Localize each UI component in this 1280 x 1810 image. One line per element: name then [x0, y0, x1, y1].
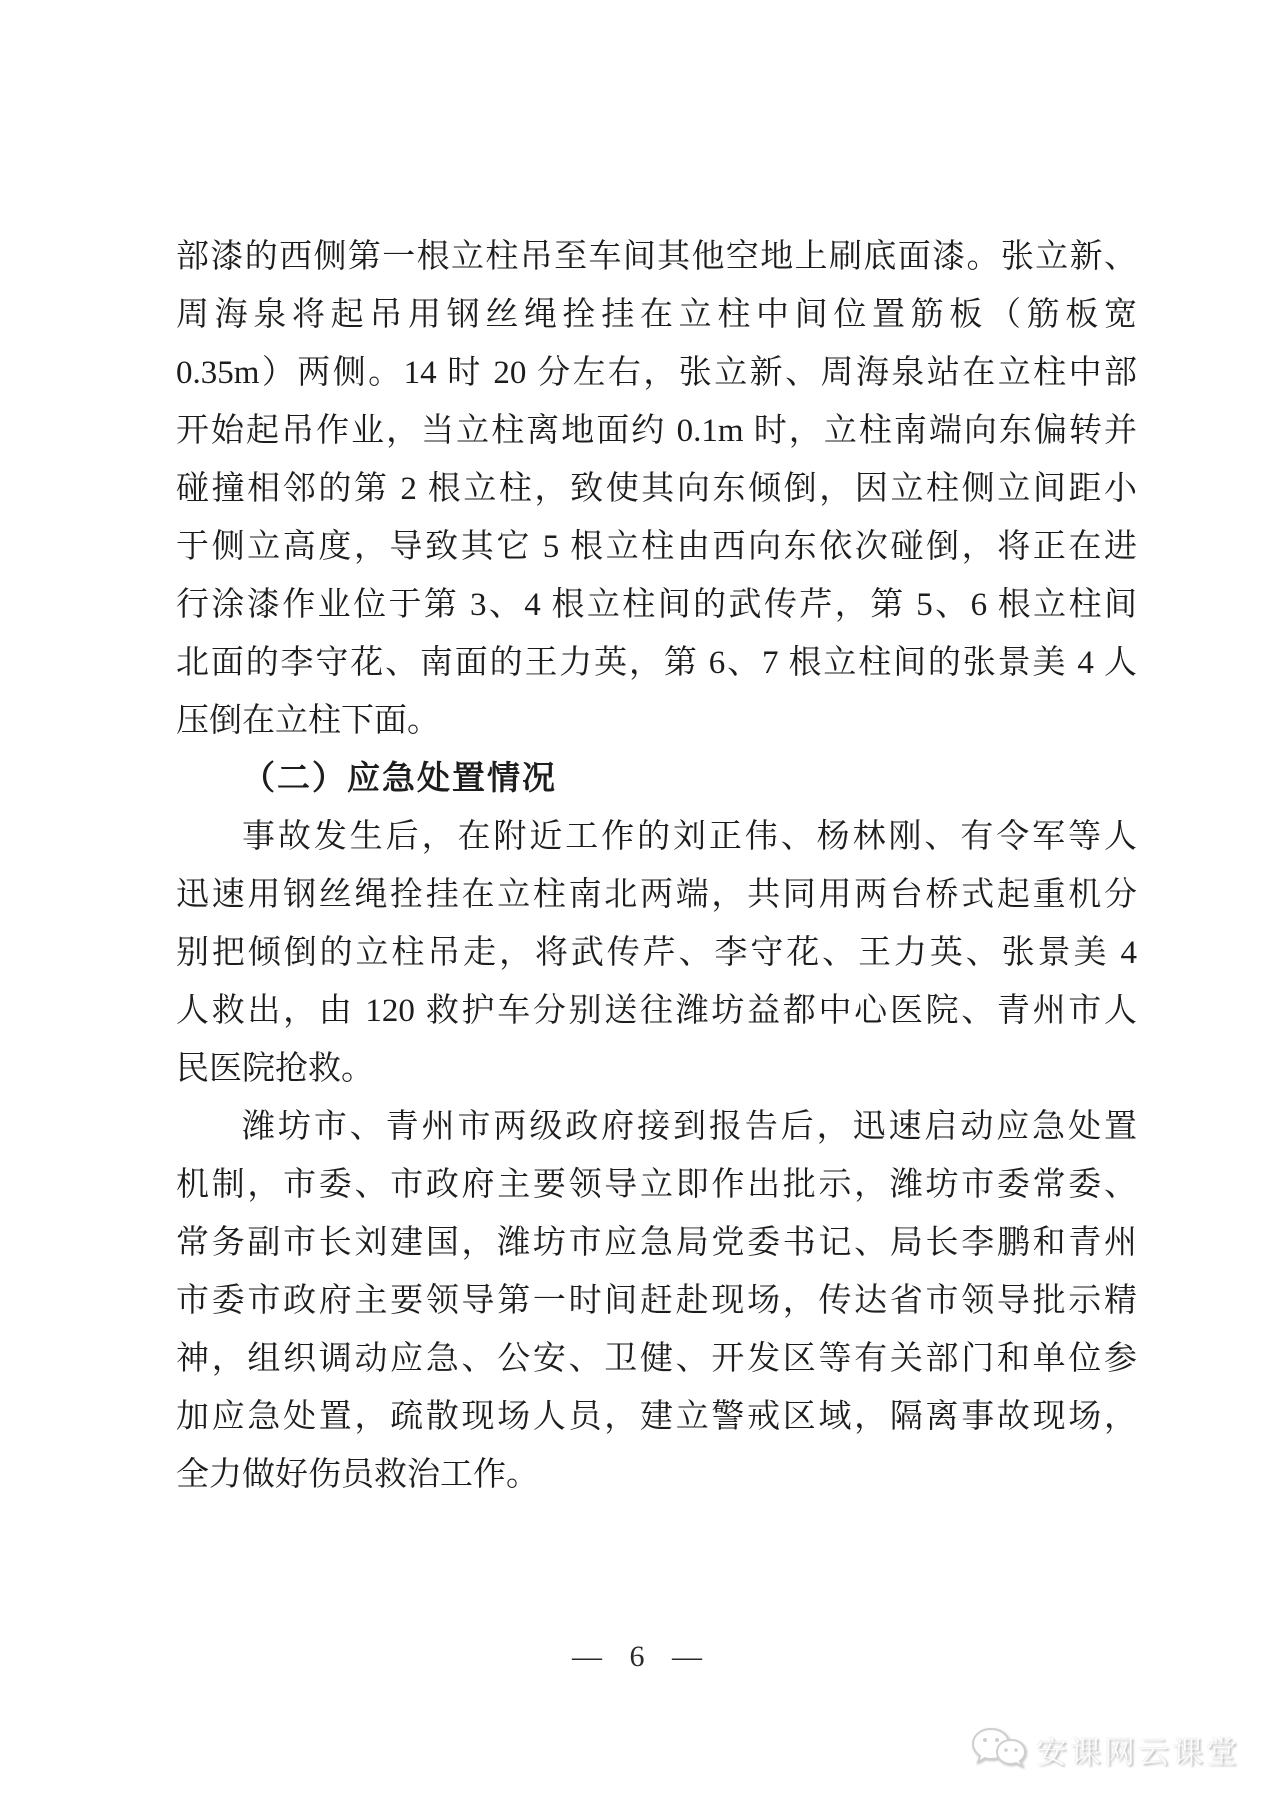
paragraph — [176, 808, 1137, 1098]
watermark — [970, 1726, 1240, 1772]
paragraph — [176, 228, 1137, 750]
text-line: 事故发生后，在附近工作的刘正伟、杨林刚、有令军等人 — [242, 819, 1137, 855]
text-line: 压倒在立柱下面。 — [176, 703, 440, 739]
page-number: — 6 — — [572, 1640, 708, 1673]
paragraph — [176, 1098, 1137, 1504]
text-line: 加应急处置，疏散现场人员，建立警戒区域，隔离事故现场， — [176, 1399, 1137, 1435]
text-line: 周海泉将起吊用钢丝绳拴挂在立柱中间位置筋板（筋板宽 — [176, 297, 1137, 333]
text-line: （二）应急处置情况 — [242, 761, 557, 797]
text-line: 机制，市委、市政府主要领导立即作出批示，潍坊市委常委、 — [176, 1167, 1137, 1203]
text-line: 北面的李守花、南面的王力英，第 6、7 根立柱间的张景美 4 人 — [176, 645, 1137, 681]
watermark-label: 安课网云课堂 — [1036, 1734, 1240, 1770]
text-line: 潍坊市、青州市两级政府接到报告后，迅速启动应急处置 — [242, 1109, 1137, 1145]
text-line: 部漆的西侧第一根立柱吊至车间其他空地上刷底面漆。张立新、 — [176, 239, 1137, 275]
text-line: 民医院抢救。 — [176, 1051, 374, 1087]
page-footer — [0, 1640, 1280, 1674]
text-line: 开始起吊作业，当立柱离地面约 0.1m 时，立柱南端向东偏转并 — [176, 413, 1137, 449]
text-line: 全力做好伤员救治工作。 — [176, 1457, 539, 1493]
text-line: 别把倾倒的立柱吊走，将武传芹、李守花、王力英、张景美 4 — [176, 935, 1137, 971]
text-line: 行涂漆作业位于第 3、4 根立柱间的武传芹，第 5、6 根立柱间 — [176, 587, 1137, 623]
section-heading — [176, 750, 1137, 808]
document-body — [176, 228, 1137, 1504]
text-line: 常务副市长刘建国，潍坊市应急局党委书记、局长李鹏和青州 — [176, 1225, 1137, 1261]
text-line: 迅速用钢丝绳拴挂在立柱南北两端，共同用两台桥式起重机分 — [176, 877, 1137, 913]
text-line: 碰撞相邻的第 2 根立柱，致使其向东倾倒，因立柱侧立间距小 — [176, 471, 1137, 507]
text-line: 0.35m）两侧。14 时 20 分左右，张立新、周海泉站在立柱中部 — [176, 355, 1137, 391]
wechat-chat-bubbles-icon — [970, 1726, 1028, 1772]
text-line: 于侧立高度，导致其它 5 根立柱由西向东依次碰倒，将正在进 — [176, 529, 1137, 565]
text-line: 人救出，由 120 救护车分别送往潍坊益都中心医院、青州市人 — [176, 993, 1137, 1029]
text-line: 神，组织调动应急、公安、卫健、开发区等有关部门和单位参 — [176, 1341, 1137, 1377]
text-line: 市委市政府主要领导第一时间赶赴现场，传达省市领导批示精 — [176, 1283, 1137, 1319]
